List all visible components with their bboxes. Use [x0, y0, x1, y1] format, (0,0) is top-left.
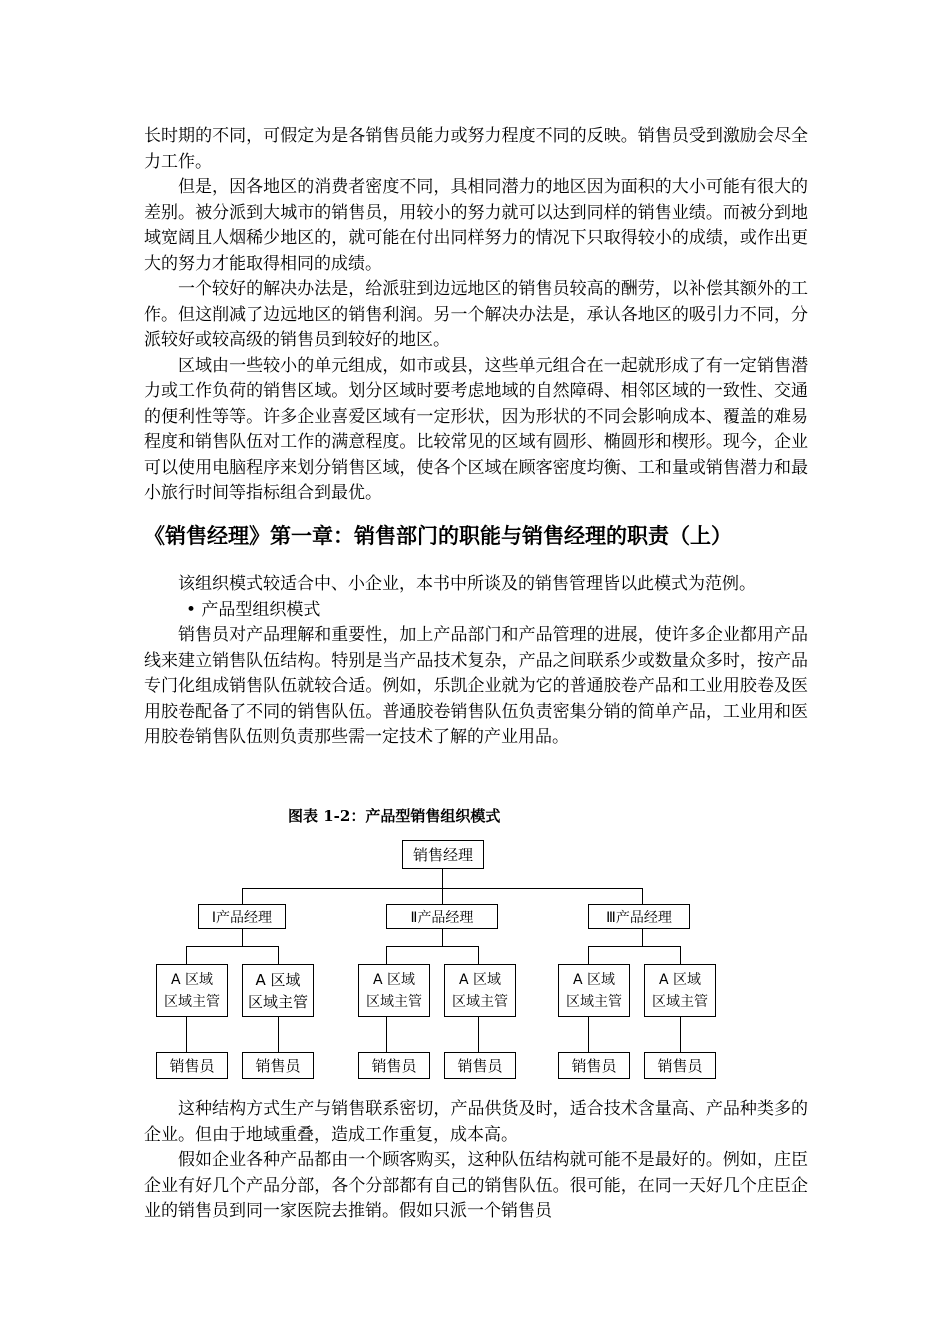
connector-line — [478, 1016, 479, 1052]
connector-line — [186, 946, 187, 964]
product-manager-3-box: Ⅲ产品经理 — [588, 904, 690, 929]
paragraph-product-line: 销售员对产品理解和重要性，加上产品部门和产品管理的进展，使许多企业都用产品线来建立销售队伍结构。特别是当产品技术复杂，产品之间联系少或数量众多时，按产品专门化组成销售队伍就较合适。例如，乐凯企业就为它的普通胶卷产品和工业用胶卷及医用胶卷配备了不同的销售队伍。普通胶卷销售队伍负责密集分销的简单产品，工业用和医用胶卷销售队伍则负责那些需一定技术了解的产业用品。 — [144, 625, 808, 747]
top-text — [144, 124, 808, 507]
paragraph-territory: 区域由一些较小的单元组成，如市或县，这些单元组合在一起就形成了有一定销售潜力或工作负荷的销售区域。划分区域时要考虑地域的自然障碍、相邻区域的一致性、交通的便利性等等。许多企业喜爱区域有一定形状，因为形状的不同会影响成本、覆盖的难易程度和销售队伍对工作的满意程度。比较常见的区域有圆形、椭圆形和楔形。现今，企业可以使用电脑程序来划分销售区域，使各个区域在顾客密度均衡、工和量或销售潜力和最小旅行时间等指标组合到最优。 — [144, 355, 808, 503]
sales-manager-box: 销售经理 — [402, 840, 484, 869]
supervisor-label: 区域主管 — [452, 993, 508, 1010]
connector-line — [386, 946, 479, 947]
bottom-text — [144, 1097, 808, 1225]
area-label: A 区域 — [255, 970, 301, 989]
connector-line — [386, 946, 387, 964]
area-supervisor-box — [242, 964, 314, 1017]
paragraph-density: 但是，因各地区的消费者密度不同，具相同潜力的地区因为面积的大小可能有很大的差别。被分派到大城市的销售员，用较小的努力就可以达到同样的销售业绩。而被分到地域宽阔且人烟稀少地区的，就可能在付出同样努力的情况下只取得较小的成绩，或作出更大的努力才能取得相同的成绩。 — [144, 177, 808, 274]
chapter-title: 《销售经理》第一章：销售部门的职能与销售经理的职责（上） — [144, 523, 732, 548]
area-supervisor-box — [644, 964, 716, 1017]
connector-line — [642, 888, 643, 904]
area-label: A 区域 — [572, 971, 616, 988]
area-label: A 区域 — [458, 971, 502, 988]
connector-line — [588, 946, 589, 964]
org-chart — [150, 836, 710, 1082]
connector-line — [186, 1016, 187, 1052]
figure-caption: 图表 1-2：产品型销售组织模式 — [288, 807, 501, 825]
area-label: A 区域 — [658, 971, 702, 988]
connector-line — [242, 928, 243, 946]
salesperson-box: 销售员 — [242, 1052, 314, 1079]
connector-line — [588, 946, 681, 947]
salesperson-box: 销售员 — [558, 1052, 630, 1079]
salesperson-box: 销售员 — [444, 1052, 516, 1079]
paragraph-customer-overlap: 假如企业各种产品都由一个顾客购买，这种队伍结构就可能不是最好的。例如，庄臣企业有好几个产品分部，各个分部都有自己的销售队伍。很可能，在同一天好几个庄臣企业的销售员到同一家医院去推销。假如只派一个销售员 — [144, 1150, 808, 1221]
product-manager-2-box: Ⅱ产品经理 — [386, 904, 498, 929]
connector-line — [588, 1016, 589, 1052]
area-label: A 区域 — [170, 971, 214, 988]
connector-line — [186, 946, 279, 947]
area-supervisor-box — [358, 964, 430, 1017]
paragraph-continued: 长时期的不同，可假定为是各销售员能力或努力程度不同的反映。销售员受到激励会尽全力工作。 — [144, 126, 808, 172]
connector-line — [278, 1016, 279, 1052]
area-supervisor-box — [444, 964, 516, 1017]
connector-line — [386, 1016, 387, 1052]
supervisor-label: 区域主管 — [247, 992, 308, 1011]
connector-line — [442, 868, 443, 888]
connector-line — [680, 946, 681, 964]
connector-line — [478, 946, 479, 964]
area-supervisor-box — [558, 964, 630, 1017]
salesperson-box: 销售员 — [358, 1052, 430, 1079]
salesperson-box: 销售员 — [644, 1052, 716, 1079]
product-manager-1-box: Ⅰ产品经理 — [198, 904, 286, 929]
connector-line — [242, 888, 243, 904]
area-supervisor-box — [156, 964, 228, 1017]
supervisor-label: 区域主管 — [164, 993, 220, 1010]
supervisor-label: 区域主管 — [652, 993, 708, 1010]
connector-line — [278, 946, 279, 964]
salesperson-box: 销售员 — [156, 1052, 228, 1079]
supervisor-label: 区域主管 — [566, 993, 622, 1010]
middle-text — [144, 572, 808, 751]
paragraph-solution: 一个较好的解决办法是，给派驻到边远地区的销售员较高的酬劳，以补偿其额外的工作。但这削减了边远地区的销售利润。另一个解决办法是，承认各地区的吸引力不同，分派较好或较高级的销售员到较好的地区。 — [144, 279, 808, 350]
paragraph-structure-pros: 这种结构方式生产与销售联系密切，产品供货及时，适合技术含量高、产品种类多的企业。但由于地域重叠，造成工作重复，成本高。 — [144, 1099, 808, 1145]
connector-line — [442, 888, 443, 904]
paragraph-model: 该组织模式较适合中、小企业，本书中所谈及的销售管理皆以此模式为范例。 — [178, 574, 756, 594]
connector-line — [680, 1016, 681, 1052]
supervisor-label: 区域主管 — [366, 993, 422, 1010]
connector-line — [442, 928, 443, 946]
bullet-product-model: • 产品型组织模式 — [186, 599, 321, 620]
area-label: A 区域 — [372, 971, 416, 988]
connector-line — [642, 928, 643, 946]
